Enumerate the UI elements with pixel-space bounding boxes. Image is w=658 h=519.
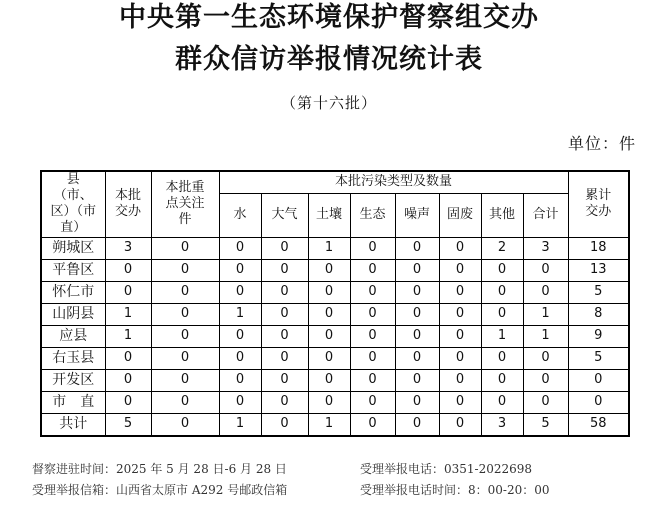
table-cell: 1	[105, 325, 151, 347]
table-cell: 0	[105, 369, 151, 391]
table-cell: 0	[439, 325, 481, 347]
table-cell: 0	[439, 259, 481, 281]
table-cell: 0	[350, 413, 395, 436]
table-cell: 1	[481, 325, 523, 347]
table-row	[41, 303, 629, 325]
table-cell: 1	[219, 413, 261, 436]
table-cell: 0	[439, 281, 481, 303]
table-cell: 13	[568, 259, 629, 281]
table-cell: 0	[350, 237, 395, 259]
table-row	[41, 391, 629, 413]
table-cell: 0	[261, 259, 308, 281]
table-cell: 0	[151, 413, 219, 436]
table-cell: 0	[395, 347, 439, 369]
table-cell: 0	[151, 347, 219, 369]
table-cell: 0	[439, 237, 481, 259]
row-name: 山阴县	[41, 303, 105, 325]
header-type-3: 生态	[350, 193, 395, 237]
table-cell: 1	[523, 325, 568, 347]
table-cell: 1	[219, 303, 261, 325]
table-cell: 3	[105, 237, 151, 259]
table-cell: 0	[481, 369, 523, 391]
table-cell: 5	[568, 347, 629, 369]
row-name: 朔城区	[41, 237, 105, 259]
row-name: 怀仁市	[41, 281, 105, 303]
table-cell: 0	[395, 281, 439, 303]
table-cell: 0	[219, 391, 261, 413]
table-cell: 1	[308, 237, 350, 259]
table-cell: 0	[523, 281, 568, 303]
table-cell: 0	[568, 391, 629, 413]
table-cell: 0	[523, 347, 568, 369]
table-cell: 0	[151, 281, 219, 303]
table-cell: 0	[523, 259, 568, 281]
table-cell: 3	[523, 237, 568, 259]
unit-label: 单位：件	[567, 134, 636, 153]
table-cell: 1	[523, 303, 568, 325]
table-cell: 18	[568, 237, 629, 259]
header-type-5: 固废	[439, 193, 481, 237]
header-type-0: 水	[219, 193, 261, 237]
table-cell: 0	[395, 413, 439, 436]
table-cell: 0	[523, 391, 568, 413]
header-cumulative: 累计交办	[568, 171, 629, 237]
table-cell: 0	[219, 325, 261, 347]
table-cell: 0	[395, 325, 439, 347]
table-cell: 0	[105, 347, 151, 369]
table-cell: 0	[395, 259, 439, 281]
table-cell: 0	[395, 303, 439, 325]
row-name: 开发区	[41, 369, 105, 391]
footer-hours: 受理举报电话时间：8：00-20：00	[360, 483, 550, 497]
table-cell: 0	[439, 347, 481, 369]
table-cell: 0	[481, 347, 523, 369]
table-cell: 1	[308, 413, 350, 436]
table-cell: 0	[395, 237, 439, 259]
row-name: 共计	[41, 413, 105, 436]
table-cell: 0	[261, 281, 308, 303]
header-key-cases: 本批重点关注件	[151, 171, 219, 237]
table-cell: 0	[481, 391, 523, 413]
table-cell: 0	[439, 369, 481, 391]
header-batch-assigned: 本批交办	[105, 171, 151, 237]
table-cell: 0	[481, 303, 523, 325]
table-cell: 0	[350, 303, 395, 325]
table-cell: 58	[568, 413, 629, 436]
table-cell: 0	[219, 259, 261, 281]
table-cell: 3	[481, 413, 523, 436]
table-cell: 0	[439, 391, 481, 413]
table-cell: 0	[395, 391, 439, 413]
table-cell: 0	[350, 281, 395, 303]
table-row	[41, 413, 629, 436]
table-cell: 0	[151, 237, 219, 259]
table-cell: 0	[308, 259, 350, 281]
page-title-line-1: 中央第一生态环境保护督察组交办	[119, 2, 539, 33]
header-pollution-group: 本批污染类型及数量	[219, 171, 568, 193]
table-cell: 0	[261, 391, 308, 413]
table-cell: 0	[261, 303, 308, 325]
table-cell: 0	[439, 303, 481, 325]
table-cell: 0	[151, 369, 219, 391]
row-name: 应县	[41, 325, 105, 347]
table-cell: 5	[105, 413, 151, 436]
table-cell: 0	[105, 281, 151, 303]
table-cell: 0	[219, 237, 261, 259]
table-cell: 0	[261, 369, 308, 391]
table-row	[41, 369, 629, 391]
header-type-6: 其他	[481, 193, 523, 237]
table-cell: 0	[261, 325, 308, 347]
table-cell: 0	[481, 281, 523, 303]
header-type-4: 噪声	[395, 193, 439, 237]
table-cell: 0	[308, 281, 350, 303]
footer-mailbox: 受理举报信箱：山西省太原市 A292 号邮政信箱	[32, 483, 288, 497]
table-cell: 0	[308, 391, 350, 413]
table-row	[41, 325, 629, 347]
table-row	[41, 237, 629, 259]
table-cell: 0	[308, 347, 350, 369]
table-cell: 0	[350, 259, 395, 281]
table-cell: 1	[105, 303, 151, 325]
table-cell: 0	[308, 303, 350, 325]
table-cell: 0	[350, 325, 395, 347]
table-cell: 0	[219, 281, 261, 303]
table-cell: 0	[151, 391, 219, 413]
statistics-table	[40, 170, 630, 437]
row-name: 平鲁区	[41, 259, 105, 281]
table-cell: 2	[481, 237, 523, 259]
table-cell: 0	[350, 391, 395, 413]
table-cell: 0	[481, 259, 523, 281]
table-cell: 0	[105, 391, 151, 413]
table-cell: 0	[151, 325, 219, 347]
table-cell: 0	[350, 347, 395, 369]
table-cell: 0	[261, 347, 308, 369]
table-cell: 0	[261, 413, 308, 436]
table-cell: 0	[261, 237, 308, 259]
page-title-line-2: 群众信访举报情况统计表	[175, 44, 483, 75]
table-cell: 5	[523, 413, 568, 436]
table-cell: 5	[568, 281, 629, 303]
table-row	[41, 347, 629, 369]
table-cell: 0	[439, 413, 481, 436]
header-type-7: 合计	[523, 193, 568, 237]
row-name: 市 直	[41, 391, 105, 413]
table-cell: 0	[308, 325, 350, 347]
table-cell: 0	[219, 347, 261, 369]
footer-phone: 受理举报电话：0351-2022698	[360, 462, 533, 476]
table-cell: 0	[105, 259, 151, 281]
header-type-2: 土壤	[308, 193, 350, 237]
header-county: 县（市、区）（市直）	[41, 171, 105, 237]
table-cell: 9	[568, 325, 629, 347]
batch-label: （第十六批）	[280, 94, 377, 112]
table-cell: 0	[523, 369, 568, 391]
table-cell: 8	[568, 303, 629, 325]
header-type-1: 大气	[261, 193, 308, 237]
table-cell: 0	[219, 369, 261, 391]
table-cell: 0	[151, 259, 219, 281]
table-cell: 0	[568, 369, 629, 391]
table-cell: 0	[151, 303, 219, 325]
table-cell: 0	[350, 369, 395, 391]
table-cell: 0	[308, 369, 350, 391]
table-row	[41, 281, 629, 303]
footer-period: 督察进驻时间：2025 年 5 月 28 日-6 月 28 日	[32, 462, 287, 476]
table-row	[41, 259, 629, 281]
table-cell: 0	[395, 369, 439, 391]
row-name: 右玉县	[41, 347, 105, 369]
